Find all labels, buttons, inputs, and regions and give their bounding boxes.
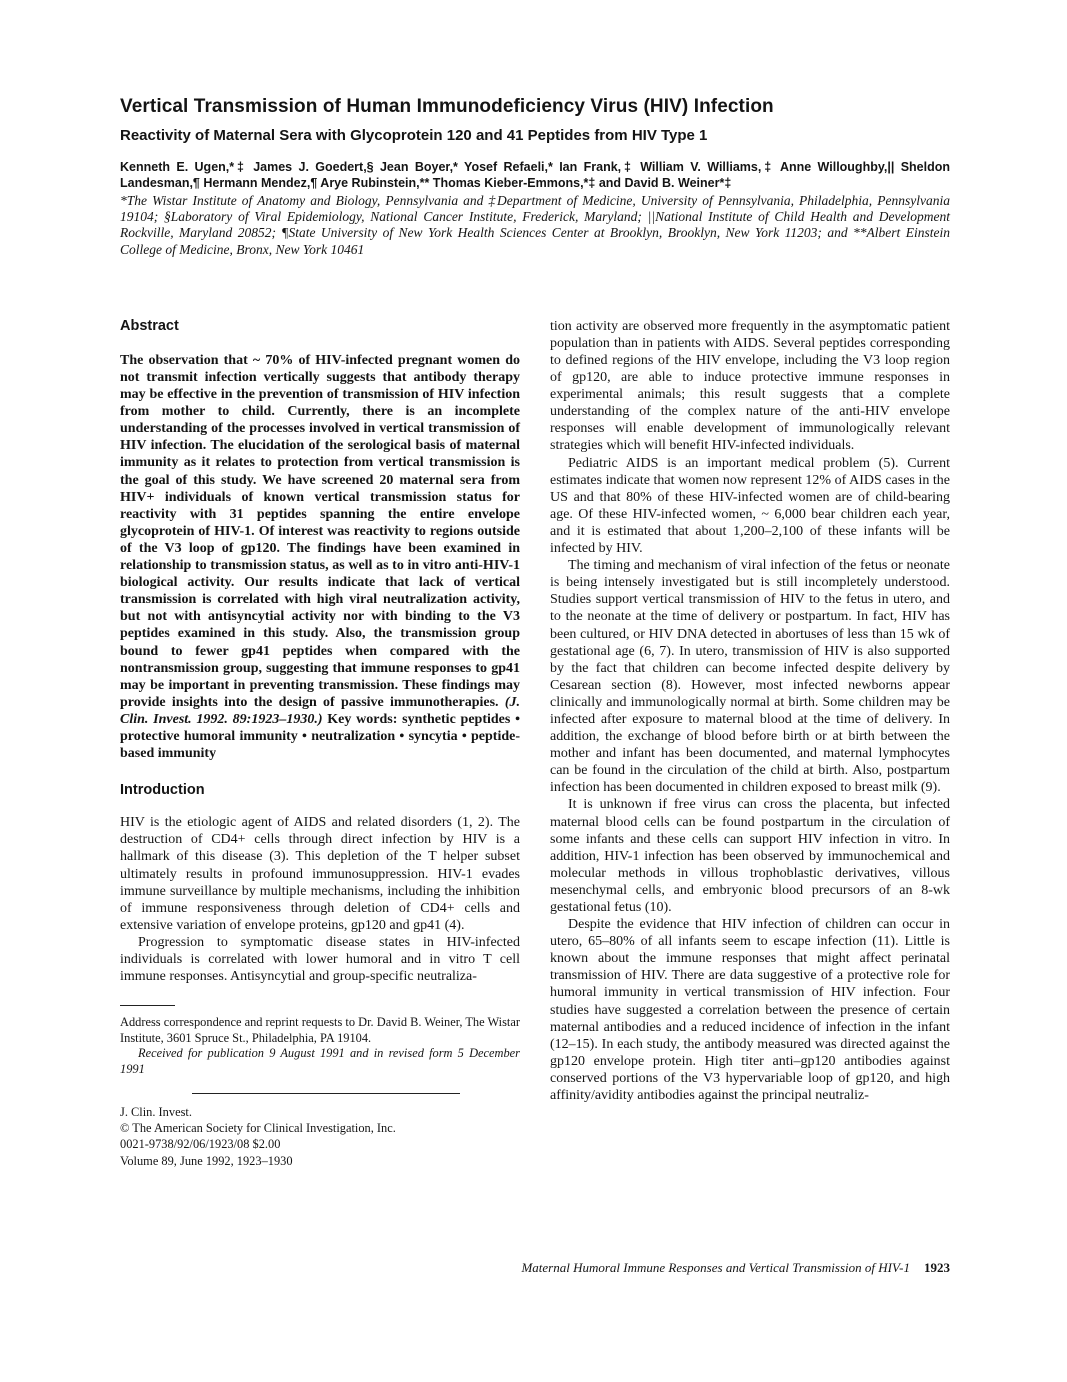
footnote-block (120, 1015, 520, 1077)
journal-volume: Volume 89, June 1992, 1923–1930 (120, 1153, 293, 1168)
introduction-heading: Introduction (120, 782, 205, 799)
body-paragraph-1: tion activity are observed more frequently in the asymptomatic patient population than in patients with AIDS. Several peptides corresponding to defined regions of the HIV envelope, including the V3 loop region of gp120, are able to induce protective immune responses in experimental animals; this result suggests that a complete understanding of the complex nature of the anti-HIV envelope responses will enable development of immunologically relevant strategies which will benefit HIV-infected individuals. (550, 318, 950, 454)
intro-paragraph-2: Progression to symptomatic disease states in HIV-infected individuals is correlated with lower humoral and in vitro T cell immune responses. Antisyncytial and group-specific neutraliza- (120, 934, 520, 985)
page-number: 1923 (924, 1260, 950, 1275)
article-header (120, 96, 950, 258)
page-footer (521, 1260, 950, 1276)
article-subtitle: Reactivity of Maternal Sera with Glycoprotein 120 and 41 Peptides from HIV Type 1 (120, 127, 708, 144)
two-column-body (120, 318, 950, 1169)
journal-name: J. Clin. Invest. (120, 1104, 192, 1119)
affiliations: *The Wistar Institute of Anatomy and Biology, Pennsylvania and ‡Department of Medicine, University of Pennsylvania, Philadelphia, Pennsylvania 19104; §Laboratory of Viral Epidemiology, National Cancer Institute, Frederick, Maryland; ||National Institute of Child Health and Development Rockville, Maryland 20852; ¶State University of New York Health Sciences Center at Brooklyn, Brooklyn, New York 11203; and **Albert Einstein College of Medicine, Bronx, New York 10461 (120, 193, 950, 257)
right-column (550, 318, 950, 1169)
intro-paragraph-1: HIV is the etiologic agent of AIDS and related disorders (1, 2). The destruction of CD4+ cells through direct infection by HIV is a hallmark of this disease (3). This depletion of the T helper subset ultimately results in profound immunosuppression. HIV-1 evades immune surveillance by multiple mechanisms, including the inhibition of immune responsiveness through deletion of CD4+ cells and extensive variation of envelope proteins, gp120 and gp41 (4). (120, 815, 520, 933)
footnote-rule (120, 1005, 175, 1006)
abstract-keywords: Key words: synthetic peptides • protective humoral immunity • neutralization • syncytia • peptide-based immunity (120, 711, 520, 762)
journal-copyright: © The American Society for Clinical Investigation, Inc. (120, 1120, 396, 1135)
body-paragraph-4: It is unknown if free virus can cross the placenta, but infected maternal blood cells can be found postpartum in the circulation of some infants and these cells can support HIV infection in vitro. In addition, HIV-1 infection has been observed by immunochemical and molecular methods in villous trophoblastic derivatives, villous mesenchymal cells, and embryonic blood precursors of an 8-wk gestational fetus (10). (550, 797, 950, 915)
abstract-paragraph (120, 352, 520, 762)
body-paragraph-3: The timing and mechanism of viral infection of the fetus or neonate is being intensely investigated but is still incompletely understood. Studies support vertical transmission of HIV to the fetus in utero, and to the neonate at the time of delivery or postpartum. In fact, HIV has been cultured, or HIV DNA detected in abortuses of less than 15 wk of gestational age (6, 7). In utero, transmission of HIV is also supported by the fact that children can become infected despite delivery by Cesarean section (8). However, most infected newborns appear clinically and immunologically normal at birth. Some children may be infected after exposure to maternal blood at the time of delivery. In addition, the exchange of blood before birth or at birth between the mother and infant has been documented, and maternal lymphocytes can be found in the circulation of the child at birth. Also, postpartum infection has been documented in children exposed to breast milk (9). (550, 558, 950, 796)
running-title: Maternal Humoral Immune Responses and Vertical Transmission of HIV-1 (521, 1260, 910, 1275)
footnote-correspondence: Address correspondence and reprint requests to Dr. David B. Weiner, The Wistar Institute, 3601 Spruce St., Philadelphia, PA 19104. (120, 1015, 520, 1045)
body-paragraph-5: Despite the evidence that HIV infection of children can occur in utero, 65–80% of all infants seem to escape infection (11). Little is known about the immune responses that might affect perinatal transmission of HIV. There are data suggestive of a protective role for humoral immunity in vertical transmission of HIV infection. Four studies have suggested a correlation between the presence of certain maternal antibodies and a reduced incidence of infection in the infant (12–15). In each study, the antibody measured was directed against the gp120 envelope protein. High titer anti–gp120 antibodies against conserved portions of the V3 hypervariable loop of gp120, and high affinity/avidity antibodies against the principal neutraliz- (550, 917, 950, 1104)
left-column (120, 318, 520, 1169)
journal-info-block (120, 1104, 520, 1170)
author-list: Kenneth E. Ugen,*‡ James J. Goedert,§ Jean Boyer,* Yosef Refaeli,* Ian Frank,‡ William V. Williams,‡ Anne Willoughby,|| Sheldon Landesman,¶ Hermann Mendez,¶ Arye Rubinstein,** Thomas Kieber-Emmons,*‡ and David B. Weiner*‡ (120, 160, 950, 190)
footnote-received: Received for publication 9 August 1991 and in revised form 5 December 1991 (120, 1046, 520, 1076)
journal-rule (192, 1093, 460, 1094)
journal-code: 0021-9738/92/06/1923/08 $2.00 (120, 1137, 281, 1152)
abstract-citation: (J. Clin. Invest. 1992. 89:1923–1930.) (120, 694, 520, 727)
body-paragraph-2: Pediatric AIDS is an important medical problem (5). Current estimates indicate that women now represent 12% of AIDS cases in the US and that 80% of these HIV-infected women are of child-bearing age. Of these HIV-infected women, ~ 6,000 bear children each year, and it is estimated that about 1,200–2,100 of these infants will be infected by HIV. (550, 455, 950, 557)
abstract-text: The observation that ~ 70% of HIV-infected pregnant women do not transmit infection vertically suggests that antibody therapy may be effective in the prevention of transmission of HIV infection from mother to child. Currently, there is an incomplete understanding of the processes involved in vertical transmission of HIV infection. The elucidation of the serological basis of maternal immunity as it relates to protection from vertical transmission is the goal of this study. We have screened 20 maternal sera from HIV+ individuals of known vertical transmission status for reactivity with 31 peptides spanning the entire envelope glycoprotein of HIV-1. Of interest was reactivity to regions outside of the V3 loop of gp120. The findings have been examined in relationship to transmission status, as well as to in vitro anti-HIV-1 biological activity. Our results indicate that lack of vertical transmission is correlated with high viral neutralization activity, but not with antisyncytial activity nor with binding to the V3 peptides examined in this study. Also, the transmission group bound to fewer gp41 peptides when compared with the nontransmission group, suggesting that immune responses to gp41 may be important in preventing transmission. These findings may provide insights into the design of passive immunotherapies. (120, 352, 520, 710)
abstract-heading: Abstract (120, 317, 179, 334)
article-title: Vertical Transmission of Human Immunodeficiency Virus (HIV) Infection (120, 96, 774, 117)
